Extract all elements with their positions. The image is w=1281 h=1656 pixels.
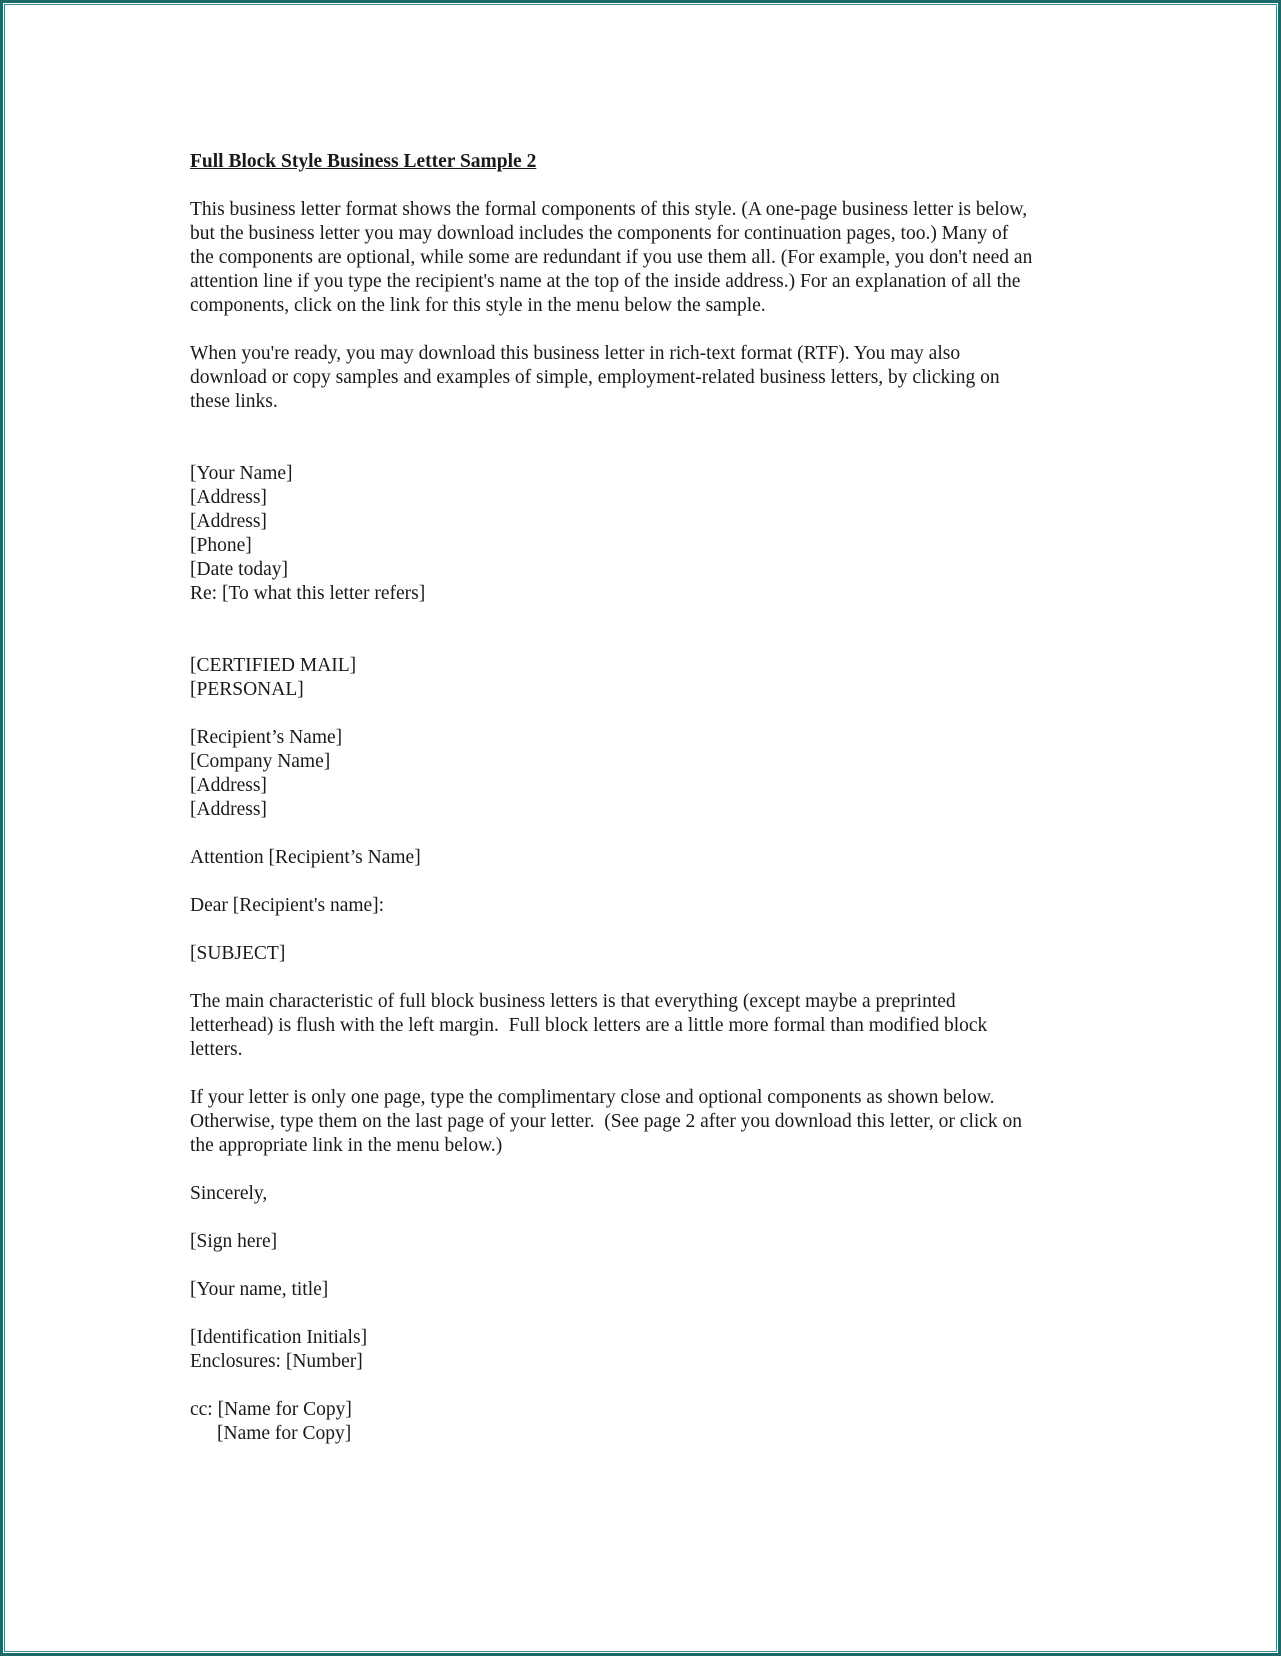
body-line: Otherwise, type them on the last page of your letter. (See page 2 after you download this letter, or click on	[190, 1111, 1023, 1132]
intro-paragraph	[190, 198, 1110, 318]
recipient-company: [Company Name]	[190, 751, 331, 772]
download-paragraph	[190, 342, 1110, 414]
sender-name: [Your Name]	[190, 463, 293, 484]
sender-phone: [Phone]	[190, 535, 252, 556]
subject-line: [SUBJECT]	[190, 943, 286, 964]
sender-date: [Date today]	[190, 559, 288, 580]
sender-address: [Address]	[190, 511, 267, 532]
recipient-name: [Recipient’s Name]	[190, 727, 343, 748]
download-line: download or copy samples and examples of simple, employment-related business letters, by clicking on	[190, 367, 1000, 388]
sender-address: [Address]	[190, 487, 267, 508]
recipient-address: [Address]	[190, 799, 267, 820]
attention-line: Attention [Recipient’s Name]	[190, 847, 421, 868]
cc-line-continued: [Name for Copy]	[217, 1423, 352, 1444]
download-line: When you're ready, you may download this business letter in rich-text format (RTF). You may also	[190, 343, 961, 364]
letter-document	[190, 150, 1110, 1446]
body-line: If your letter is only one page, type the complimentary close and optional components as shown below.	[190, 1087, 995, 1108]
certified-mail-notation: [CERTIFIED MAIL]	[190, 655, 357, 676]
salutation: Dear [Recipient's name]:	[190, 895, 385, 916]
intro-line: This business letter format shows the formal components of this style. (A one-page business letter is below,	[190, 199, 1028, 220]
recipient-block	[190, 726, 1110, 822]
intro-line: the components are optional, while some are redundant if you use them all. (For example, you don't need an	[190, 247, 1033, 268]
body-line: The main characteristic of full block business letters is that everything (except maybe a preprinted	[190, 991, 956, 1012]
intro-line: components, click on the link for this style in the menu below the sample.	[190, 295, 766, 316]
intro-line: but the business letter you may download includes the components for continuation pages, too.) Many of	[190, 223, 1009, 244]
body-paragraph-1	[190, 990, 1110, 1062]
body-line: the appropriate link in the menu below.)	[190, 1135, 503, 1156]
complimentary-close: Sincerely,	[190, 1183, 268, 1204]
recipient-address: [Address]	[190, 775, 267, 796]
body-line: letters.	[190, 1039, 243, 1060]
identification-initials: [Identification Initials]	[190, 1327, 368, 1348]
notation-block	[190, 654, 1110, 702]
document-title: Full Block Style Business Letter Sample 2	[190, 151, 537, 172]
sender-name-title: [Your name, title]	[190, 1279, 329, 1300]
cc-line: cc: [Name for Copy]	[190, 1399, 352, 1420]
enclosures-line: Enclosures: [Number]	[190, 1351, 363, 1372]
body-paragraph-2	[190, 1086, 1110, 1158]
signature-placeholder: [Sign here]	[190, 1231, 278, 1252]
personal-notation: [PERSONAL]	[190, 679, 304, 700]
intro-line: attention line if you type the recipient's name at the top of the inside address.) For an explanation of all the	[190, 271, 1021, 292]
body-line: letterhead) is flush with the left margin. Full block letters are a little more formal than modified block	[190, 1015, 988, 1036]
download-line: these links.	[190, 391, 278, 412]
sender-block	[190, 462, 1110, 606]
reference-line: Re: [To what this letter refers]	[190, 583, 426, 604]
